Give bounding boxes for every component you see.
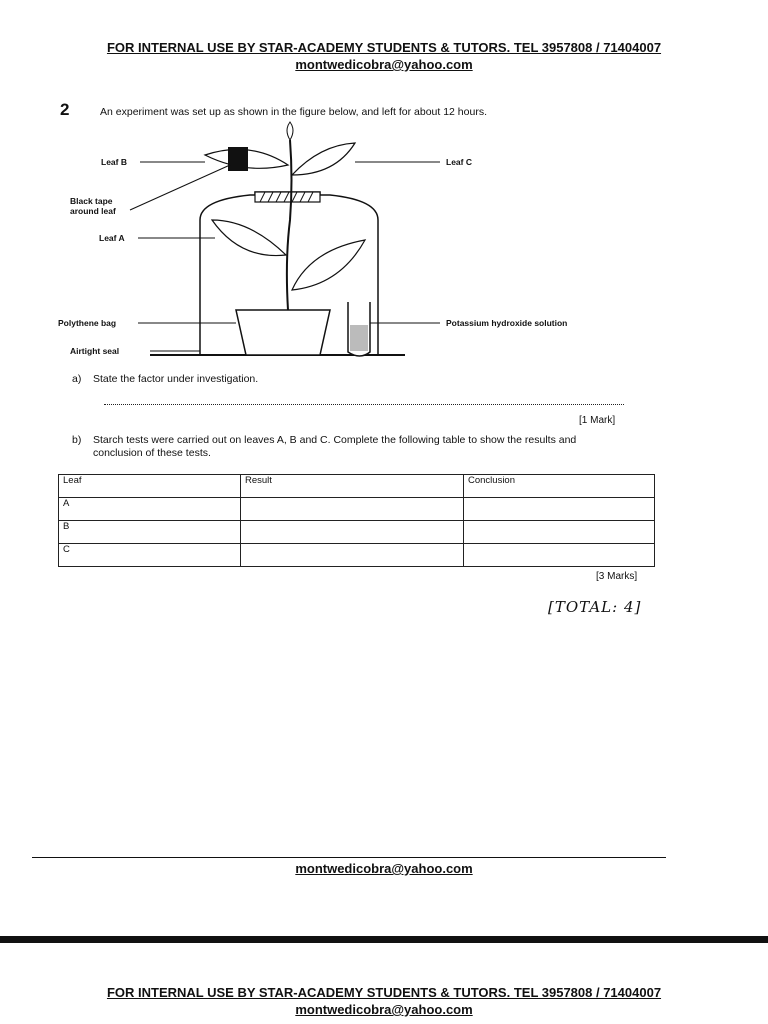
flower-bud	[287, 122, 293, 140]
page-break-bar	[0, 936, 768, 943]
label-leaf-b: Leaf B	[101, 157, 127, 167]
label-potassium-hydroxide: Potassium hydroxide solution	[446, 318, 568, 328]
table-row	[59, 521, 655, 544]
table-row	[59, 498, 655, 521]
part-b-marks: [3 Marks]	[596, 571, 638, 582]
question-intro: An experiment was set up as shown in the figure below, and left for about 12 hours.	[100, 106, 487, 118]
row-leaf: B	[59, 521, 241, 544]
row-conclusion[interactable]	[464, 521, 655, 544]
footer-next-title: FOR INTERNAL USE BY STAR-ACADEMY STUDENTS & TUTORS. TEL 3957808 / 71404007	[106, 985, 662, 1000]
row-result[interactable]	[241, 521, 464, 544]
part-a-marks: [1 Mark]	[579, 415, 616, 426]
leaf-c	[292, 143, 355, 175]
row-leaf: C	[59, 544, 241, 567]
part-b-marker: b)	[72, 434, 82, 446]
table-row	[59, 544, 655, 567]
header-result: Result	[241, 475, 464, 498]
row-conclusion[interactable]	[464, 544, 655, 567]
header-email: montwedicobra@yahoo.com	[295, 57, 473, 72]
label-leaf-a: Leaf A	[99, 233, 125, 243]
row-leaf: A	[59, 498, 241, 521]
label-polythene-bag: Polythene bag	[58, 318, 117, 328]
label-leaf-c: Leaf C	[446, 157, 472, 167]
part-b-text: Starch tests were carried out on leaves A, B and C. Complete the following table to show the results and conclusion of these tests.	[93, 434, 577, 459]
label-airtight-seal: Airtight seal	[70, 346, 120, 356]
header-title: FOR INTERNAL USE BY STAR-ACADEMY STUDENTS & TUTORS. TEL 3957808 / 71404007	[106, 40, 662, 55]
part-a-answer-line[interactable]	[104, 404, 624, 405]
results-table	[58, 474, 655, 567]
question-number: 2	[60, 100, 70, 119]
leaf-lower-right	[292, 240, 365, 290]
footer-next-email: montwedicobra@yahoo.com	[295, 1002, 473, 1017]
header-conclusion: Conclusion	[464, 475, 655, 498]
black-tape	[228, 147, 248, 171]
table-header-row	[59, 475, 655, 498]
row-result[interactable]	[241, 498, 464, 521]
part-a-marker: a)	[72, 373, 82, 385]
part-a-text: State the factor under investigation.	[93, 373, 259, 385]
footer-email: montwedicobra@yahoo.com	[295, 861, 473, 876]
koh-solution	[350, 325, 368, 351]
total-marks: [TOTAL: 4]	[548, 598, 642, 616]
label-black-tape: Black tape around leaf	[70, 196, 116, 216]
header-leaf: Leaf	[59, 475, 241, 498]
footer-rule	[32, 857, 666, 858]
row-conclusion[interactable]	[464, 498, 655, 521]
leaf-a	[212, 220, 286, 256]
plant-pot	[236, 310, 330, 355]
row-result[interactable]	[241, 544, 464, 567]
